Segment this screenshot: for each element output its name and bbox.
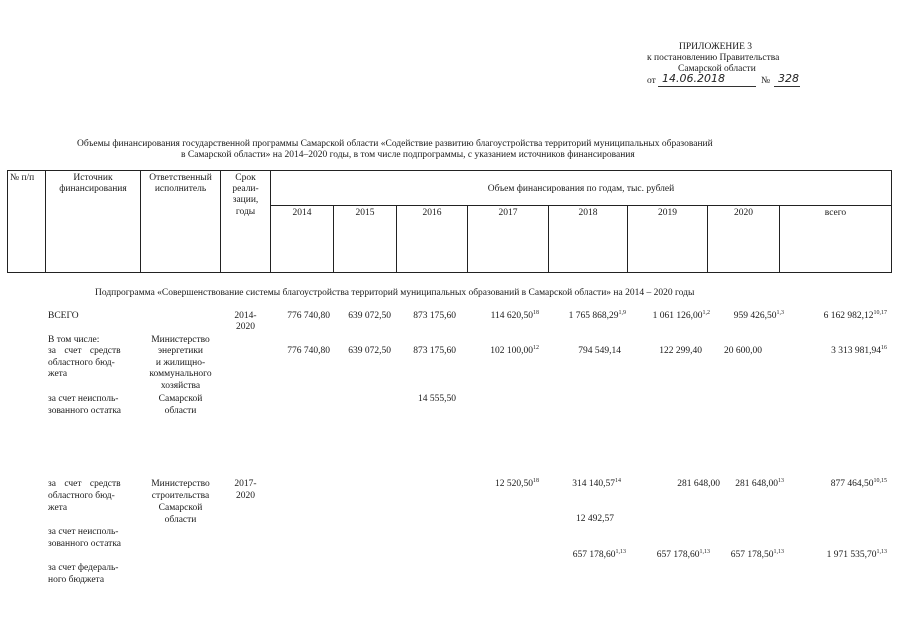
cell-regional2-2020: 281 648,00$^{13}$ bbox=[735, 478, 784, 489]
cell-regional2-2018: 314 140,57$^{14}$ bbox=[572, 478, 621, 489]
header-term-2: реали- bbox=[232, 184, 259, 194]
row-term-total-1: 2014- bbox=[234, 311, 257, 321]
header-year-2016: 2016 bbox=[422, 208, 442, 218]
cell-regional2-2019: 281 648,00 bbox=[677, 479, 720, 489]
federal-label-2: ного бюджета bbox=[48, 575, 105, 585]
cell-regional2-2017: 12 520,50$^{18}$ bbox=[495, 478, 539, 489]
cell-total-2017: 114 620,50$^{18}$ bbox=[490, 310, 539, 321]
header-year-2015: 2015 bbox=[355, 208, 375, 218]
cell-total-2016: 873 175,60 bbox=[413, 311, 456, 321]
unused2-label-2: зованного остатка bbox=[48, 539, 122, 549]
exec1-line4: коммунального bbox=[149, 369, 212, 379]
exec1-line3: и жилищно- bbox=[155, 358, 206, 368]
row-term-total-2: 2020 bbox=[236, 322, 255, 332]
exec2-line2: строительства bbox=[151, 491, 210, 501]
row-label-total: ВСЕГО bbox=[48, 311, 79, 321]
cell-total-2014: 776 740,80 bbox=[287, 311, 330, 321]
header-year-2014: 2014 bbox=[292, 208, 312, 218]
number-underline bbox=[774, 86, 800, 87]
regional1-label-1: за счет средств bbox=[48, 346, 121, 356]
doc-title-line2: в Самарской области» на 2014–2020 годы, в том числе подпрограммы, с указанием источников финансирования bbox=[181, 150, 635, 160]
date-underline bbox=[658, 86, 756, 87]
appendix-line2: Самарской области bbox=[678, 64, 756, 74]
appendix-date-prefix: от bbox=[647, 76, 656, 86]
exec2-line4: области bbox=[164, 515, 197, 525]
regional2-label-2: областного бюд- bbox=[48, 491, 115, 501]
cell-total-2019: 1 061 126,00$^{1,2}$ bbox=[652, 310, 710, 321]
cell-federal-2018: 657 178,60$^{1,13}$ bbox=[572, 549, 626, 560]
cell-regional1-2020: 20 600,00 bbox=[724, 346, 762, 356]
cell-regional1-all: 3 313 981,94$^{16}$ bbox=[831, 345, 887, 356]
cell-federal-all: 1 971 535,70$^{1,13}$ bbox=[826, 549, 887, 560]
cell-total-2015: 639 072,50 bbox=[348, 311, 391, 321]
exec2-line1: Министерство bbox=[151, 479, 210, 489]
appendix-number-value: 328 bbox=[778, 72, 799, 85]
header-source-1: Источник bbox=[73, 173, 113, 183]
header-volume: Объем финансирования по годам, тыс. рублей bbox=[487, 184, 675, 194]
exec1-line5: хозяйства bbox=[160, 381, 201, 391]
appendix-date-value: 14.06.2018 bbox=[662, 72, 725, 85]
header-term-3: зации, bbox=[232, 195, 259, 205]
exec1-line1: Министерство bbox=[151, 335, 210, 345]
exec1-line6: Самарской bbox=[158, 394, 203, 404]
cell-regional1-2014: 776 740,80 bbox=[287, 346, 330, 356]
row-label-incl: В том числе: bbox=[48, 335, 100, 345]
row-term-regional2-2: 2020 bbox=[236, 491, 255, 501]
exec1-line7: области bbox=[164, 406, 197, 416]
row-term-regional2-1: 2017- bbox=[234, 479, 257, 489]
cell-regional1-2018: 794 549,14 bbox=[578, 346, 621, 356]
cell-unused1-2016: 14 555,50 bbox=[418, 394, 456, 404]
cell-regional1-2017: 102 100,00$^{12}$ bbox=[490, 345, 539, 356]
header-source-2: финансирования bbox=[59, 184, 127, 194]
regional2-label-1: за счет средств bbox=[48, 479, 121, 489]
header-num: № п/п bbox=[10, 173, 35, 183]
regional2-label-3: жета bbox=[48, 503, 68, 513]
appendix-line1: к постановлению Правительства bbox=[647, 53, 780, 63]
appendix-number-prefix: № bbox=[761, 76, 771, 86]
cell-regional2-all: 877 464,50$^{10,15}$ bbox=[830, 478, 887, 489]
subprogram-title: Подпрограмма «Совершенствование системы благоустройства территорий муниципальных образований в Самарской области» на 2014 – 2020 годы bbox=[95, 288, 695, 298]
header-year-2019: 2019 bbox=[658, 208, 677, 218]
cell-federal-2020: 657 178,50$^{1,13}$ bbox=[730, 549, 784, 560]
cell-unused2-2018: 12 492,57 bbox=[576, 514, 614, 524]
unused2-label-1: за счет неисполь- bbox=[48, 527, 119, 537]
header-executor-1: Ответственный bbox=[149, 173, 212, 183]
federal-label-1: за счет федераль- bbox=[48, 563, 119, 573]
exec1-line2: энергетики bbox=[157, 346, 204, 356]
regional1-label-3: жета bbox=[48, 369, 68, 379]
header-year-2017: 2017 bbox=[498, 208, 518, 218]
cell-total-all: 6 162 982,12$^{10,17}$ bbox=[823, 310, 887, 321]
cell-regional1-2015: 639 072,50 bbox=[348, 346, 391, 356]
header-total: всего bbox=[824, 208, 847, 218]
unused1-label-2: зованного остатка bbox=[48, 406, 122, 416]
cell-total-2020: 959 426,50$^{1,3}$ bbox=[733, 310, 784, 321]
cell-total-2018: 1 765 868,29$^{1,9}$ bbox=[568, 310, 626, 321]
exec2-line3: Самарской bbox=[158, 503, 203, 513]
regional1-label-2: областного бюд- bbox=[48, 358, 115, 368]
header-year-2020: 2020 bbox=[734, 208, 753, 218]
header-executor-2: исполнитель bbox=[154, 184, 207, 194]
header-term-1: Срок bbox=[235, 173, 256, 183]
doc-title-line1: Объемы финансирования государственной программы Самарской области «Содействие развитию благоустройства территорий муниципальных образований bbox=[77, 139, 713, 149]
appendix-title: ПРИЛОЖЕНИЕ 3 bbox=[679, 42, 753, 52]
cell-regional1-2019: 122 299,40 bbox=[659, 346, 702, 356]
unused1-label-1: за счет неисполь- bbox=[48, 394, 119, 404]
cell-regional1-2016: 873 175,60 bbox=[413, 346, 456, 356]
header-term-4: годы bbox=[235, 207, 256, 217]
cell-federal-2019: 657 178,60$^{1,13}$ bbox=[656, 549, 710, 560]
header-year-2018: 2018 bbox=[578, 208, 598, 218]
